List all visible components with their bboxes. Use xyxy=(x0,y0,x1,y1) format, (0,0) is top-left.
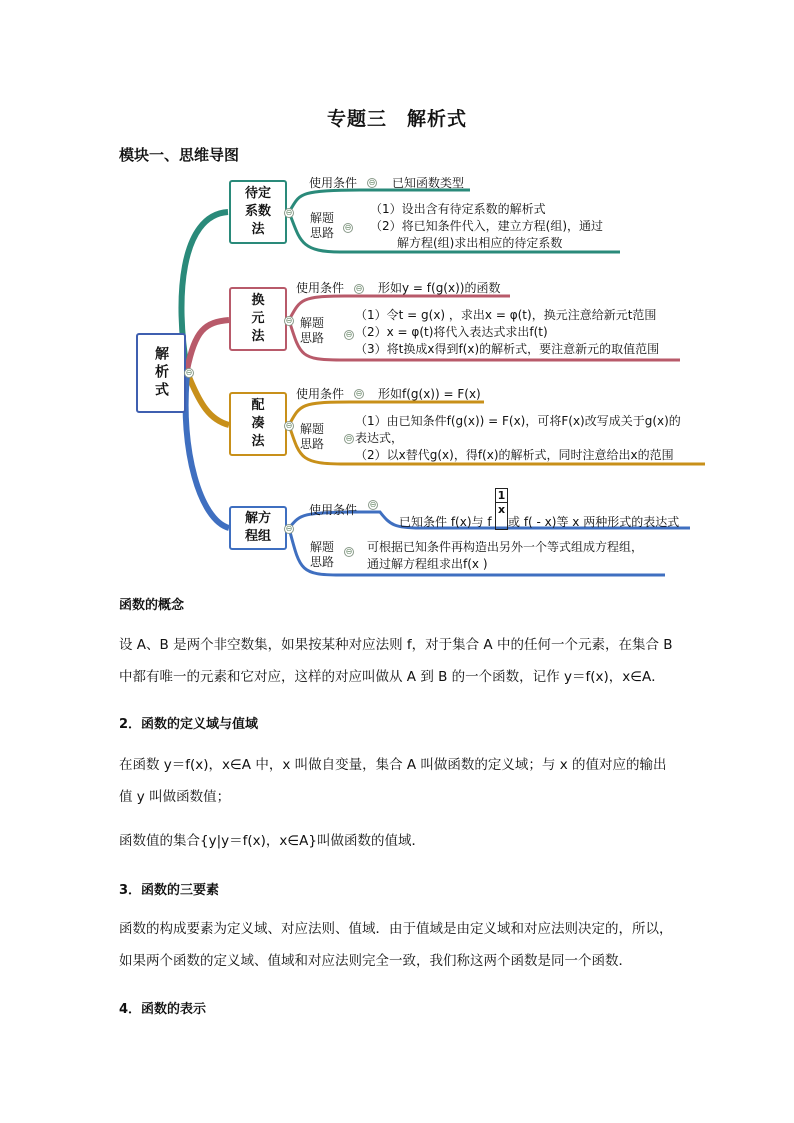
collapse-icon[interactable]: ⊖ xyxy=(344,223,352,232)
idea-label: 解题思路 xyxy=(299,316,324,345)
collapse-icon[interactable]: ⊖ xyxy=(285,524,293,533)
collapse-icon[interactable]: ⊖ xyxy=(285,316,293,325)
collapse-icon[interactable]: ⊖ xyxy=(368,178,376,187)
idea-line: （2）将已知条件代入，建立方程(组)，通过 xyxy=(370,219,603,233)
paragraph: 设 A、B 是两个非空数集，如果按某种对应法则 f，对于集合 A 中的任何一个元素，在集合 B xyxy=(119,637,673,653)
condition-label: 使用条件 xyxy=(296,281,345,295)
branch-node-equation-system[interactable] xyxy=(229,506,287,550)
idea-label: 解题思路 xyxy=(299,422,324,451)
collapse-icon[interactable]: ⊖ xyxy=(345,547,353,556)
paragraph: 函数值的集合{y|y＝f(x)，x∈A}叫做函数的值域． xyxy=(119,833,425,849)
fraction-numerator: 1 xyxy=(497,489,506,502)
idea-line: （1）令t = g(x) ，求出x = φ(t)，换元注意给新元t范围 xyxy=(355,308,657,322)
paragraph: 值 y 叫做函数值； xyxy=(119,789,231,805)
condition-text: 已知条件 f(x)与 f xyxy=(399,515,492,529)
condition-text: 形如f(g(x)) = F(x) xyxy=(378,387,481,401)
idea-line: 解方程(组)求出相应的待定系数 xyxy=(397,236,563,250)
idea-label: 解题思路 xyxy=(309,540,334,569)
section-heading: 函数的概念 xyxy=(119,598,185,613)
branch-label: 换元法 xyxy=(251,293,265,344)
paragraph: 中都有唯一的元素和它对应，这样的对应叫做从 A 到 B 的一个函数，记作 y＝f(x)，x∈A． xyxy=(119,669,665,685)
idea-line: （2）以x替代g(x)，得f(x)的解析式，同时注意给出x的范围 xyxy=(355,448,674,462)
idea-line: （3）将t换成x得到f(x)的解析式，要注意新元的取值范围 xyxy=(355,342,660,356)
condition-text: 或 f( - x)等 x 两种形式的表达式 xyxy=(508,515,680,529)
idea-line: 表达式， xyxy=(355,431,404,445)
paragraph: 函数的构成要素为定义域、对应法则、值域．由于值域是由定义域和对应法则决定的，所以， xyxy=(119,921,673,937)
collapse-icon[interactable]: ⊖ xyxy=(345,330,353,339)
idea-line: （1）设出含有待定系数的解析式 xyxy=(370,202,546,216)
mindmap-root-node[interactable] xyxy=(136,333,186,413)
collapse-icon[interactable]: ⊖ xyxy=(345,434,353,443)
condition-label: 使用条件 xyxy=(309,176,358,190)
idea-line: （2）x = φ(t)将代入表达式求出f(t) xyxy=(355,325,548,339)
fraction-one-over-x xyxy=(495,488,508,530)
condition-text: 已知函数类型 xyxy=(392,176,465,190)
condition-label: 使用条件 xyxy=(309,503,358,517)
idea-line: （1）由已知条件f(g(x)) = F(x)，可将F(x)改写成关于g(x)的 xyxy=(355,414,681,428)
collapse-icon[interactable]: ⊖ xyxy=(355,389,363,398)
collapse-icon[interactable]: ⊖ xyxy=(285,421,293,430)
collapse-icon[interactable]: ⊖ xyxy=(369,500,377,509)
mindmap-root-label: 解析式 xyxy=(153,346,169,400)
condition-label: 使用条件 xyxy=(296,387,345,401)
idea-label: 解题思路 xyxy=(309,211,334,240)
section-heading: 3．函数的三要素 xyxy=(119,883,220,898)
module-heading: 模块一、思维导图 xyxy=(119,146,240,164)
branch-node-matching[interactable] xyxy=(229,392,287,456)
idea-line: 通过解方程组求出f(x ) xyxy=(367,557,488,571)
collapse-icon[interactable]: ⊖ xyxy=(355,284,363,293)
condition-text: 形如y = f(g(x))的函数 xyxy=(378,281,501,295)
section-heading: 4．函数的表示 xyxy=(119,1002,207,1017)
branch-node-undetermined-coefficients[interactable] xyxy=(229,180,287,244)
page-title: 专题三 解析式 xyxy=(326,108,467,130)
paragraph: 在函数 y＝f(x)，x∈A 中，x 叫做自变量，集合 A 叫做函数的定义域；与 x 的值对应的输出 xyxy=(119,757,667,773)
paragraph: 如果两个函数的定义域、值域和对应法则完全一致，我们称这两个函数是同一个函数． xyxy=(119,953,632,969)
collapse-icon[interactable]: ⊖ xyxy=(285,208,293,217)
branch-label: 待定系数法 xyxy=(244,186,271,237)
branch-label: 配凑法 xyxy=(251,398,265,449)
branch-label: 解方程组 xyxy=(244,511,271,544)
collapse-icon[interactable]: ⊖ xyxy=(185,368,193,377)
branch-node-substitution[interactable] xyxy=(229,287,287,351)
idea-line: 可根据已知条件再构造出另外一个等式组成方程组， xyxy=(367,540,644,554)
fraction-denominator: x xyxy=(497,503,506,516)
section-heading: 2．函数的定义域与值域 xyxy=(119,717,259,732)
